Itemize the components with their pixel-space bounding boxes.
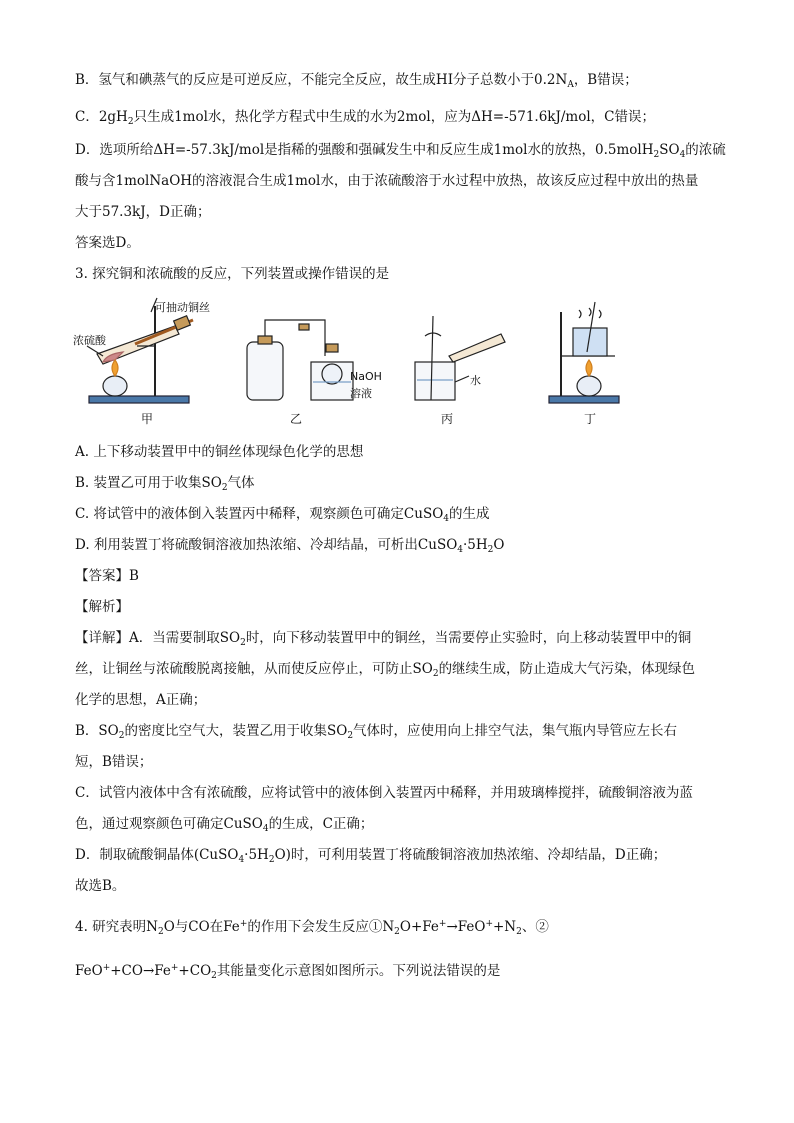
final-choice: 故选B。	[75, 878, 126, 894]
q2-explanation-d-line1	[75, 140, 725, 165]
flame-ding	[586, 360, 592, 376]
label-conc-acid: 浓硫酸	[73, 334, 106, 347]
text: D. 利用装置丁将硫酸铜溶液加热浓缩、冷却结晶，可析出CuSO	[75, 537, 458, 553]
flame-jia	[112, 360, 118, 376]
subscript: 2	[653, 150, 660, 160]
text: 4. 研究表明N	[75, 919, 158, 935]
superscript: +	[102, 963, 111, 973]
pointer-water	[455, 376, 469, 382]
stopper-jia	[174, 316, 191, 331]
caption-yi: 乙	[290, 412, 303, 426]
detail-c-line2	[75, 814, 725, 839]
q4-stem-line1	[75, 914, 725, 942]
text: FeO	[75, 963, 103, 979]
text: 气体时，应使用向上排空气法，集气瓶内导管应左长右	[353, 723, 678, 739]
detail-a-line1	[75, 628, 725, 653]
text: B. 装置乙可用于收集SO	[75, 475, 222, 491]
subscript: 4	[238, 855, 245, 865]
subscript: 2	[127, 117, 134, 127]
q2-explanation-b	[75, 70, 725, 95]
text: 的继续生成，防止造成大气污染，体现绿色	[438, 661, 696, 677]
superscript: +	[170, 963, 179, 973]
subscript: 2	[268, 855, 275, 865]
subscript: 2	[394, 927, 400, 937]
q3-apparatus-figure	[75, 296, 635, 436]
text: 色，通过观察颜色可确定CuSO	[75, 816, 263, 832]
q2-explanation-d-line3: 大于57.3kJ，D正确；	[75, 204, 211, 220]
text: D．选项所给ΔH=-57.3kJ/mol是指稀的强酸和强碱发生中和反应生成1mol水的放热，0.5molH	[75, 142, 654, 158]
stand-base-ding	[549, 396, 619, 403]
subscript: 4	[443, 514, 450, 524]
detail-c-line1: C．试管内液体中含有浓硫酸，应将试管中的液体倒入装置丙中稀释，并用玻璃棒搅拌，硫酸铜溶液为蓝	[75, 785, 693, 801]
text: +CO	[178, 963, 212, 979]
label-water: 水	[470, 374, 481, 387]
detail-b-line1	[75, 721, 725, 746]
text: 【详解】A．当需要制取SO	[75, 630, 241, 646]
text: ，B错误；	[573, 72, 638, 88]
alcohol-lamp-ding	[577, 376, 601, 396]
text: ·5H	[463, 537, 488, 553]
subscript: 2	[432, 669, 439, 679]
text: 只生成1mol水，热化学方程式中生成的水为2mol，应为ΔH=-571.6kJ/mol，C错误；	[133, 109, 656, 125]
subscript: 4	[679, 150, 686, 160]
q3-option-c	[75, 504, 725, 529]
stopper-yi-1	[258, 336, 272, 344]
stopper-yi-2	[326, 344, 338, 352]
subscript: 2	[211, 971, 217, 981]
text: 丝，让铜丝与浓硫酸脱离接触，从而使反应停止，可防止SO	[75, 661, 433, 677]
text: →FeO	[446, 919, 486, 935]
text: 的浓硫	[685, 142, 726, 158]
text: 的密度比空气大，装置乙用于收集SO	[124, 723, 348, 739]
q3-analysis-tag: 【解析】	[75, 599, 129, 615]
steam-lines	[579, 308, 601, 318]
detail-d-line1	[75, 845, 725, 870]
label-copper-wire: 可抽动铜丝	[155, 301, 210, 314]
text: +N	[493, 919, 517, 935]
detail-a-line2	[75, 659, 725, 684]
text: O与CO在Fe	[163, 919, 240, 935]
text: 时，向下移动装置甲中的铜丝，当需要停止实验时，向上移动装置甲中的铜	[245, 630, 692, 646]
text: SO	[659, 142, 680, 158]
text: O	[493, 537, 505, 553]
q2-explanation-c	[75, 107, 725, 132]
superscript: +	[438, 919, 447, 929]
text: C. 将试管中的液体倒入装置丙中稀释，观察颜色可确定CuSO	[75, 506, 444, 522]
q3-answer-tag: 【答案】B	[75, 568, 139, 584]
q3-option-d	[75, 535, 725, 560]
subscript: 4	[457, 545, 463, 555]
subscript: 2	[157, 927, 164, 937]
subscript: 2	[118, 731, 125, 741]
subscript: 2	[221, 483, 228, 493]
label-solution: 溶液	[350, 387, 372, 400]
text: O+Fe	[399, 919, 439, 935]
text: C．2gH	[75, 109, 128, 125]
superscript: +	[239, 919, 248, 929]
q2-answer: 答案选D。	[75, 235, 140, 251]
funnel-bulb	[322, 364, 342, 384]
subscript: 2	[240, 638, 246, 648]
text: 气体	[227, 475, 255, 491]
label-naoh: NaOH	[350, 370, 382, 383]
text: 的作用下会发生反应①N	[247, 919, 395, 935]
text: 、②	[521, 919, 549, 935]
detail-a-line3: 化学的思想，A正确；	[75, 692, 207, 708]
text: B．氢气和碘蒸气的反应是可逆反应，不能完全反应，故生成HI分子总数小于0.2N	[75, 72, 568, 88]
apparatus-illustration	[75, 296, 635, 436]
alcohol-lamp-jia	[103, 376, 127, 396]
subscript: 4	[262, 824, 269, 834]
superscript: +	[485, 919, 493, 929]
gas-bottle-1	[247, 342, 283, 400]
subscript: A	[567, 80, 574, 90]
caption-bing: 丙	[441, 412, 454, 426]
beaker-bing	[415, 362, 455, 400]
text: 的生成，C正确；	[268, 816, 374, 832]
q3-option-a: A. 上下移动装置甲中的铜丝体现绿色化学的思想	[75, 444, 364, 460]
text: B．SO	[75, 723, 119, 739]
q2-explanation-d-line2: 酸与含1molNaOH的溶液混合生成1mol水，由于浓硫酸溶于水过程中放热，故该反应过程中放出的热量	[75, 173, 699, 189]
subscript: 2	[347, 731, 354, 741]
text: +CO→Fe	[110, 963, 171, 979]
stand-base-jia	[89, 396, 189, 403]
text: ·5H	[244, 847, 269, 863]
text: O)时，可利用装置丁将硫酸铜溶液加热浓缩、冷却结晶，D正确；	[274, 847, 667, 863]
q4-stem-line2	[75, 958, 725, 986]
text: 的生成	[449, 506, 490, 522]
caption-ding: 丁	[584, 412, 597, 426]
text: 其能量变化示意图如图所示。下列说法错误的是	[216, 963, 501, 979]
rubber-joint	[299, 324, 309, 330]
detail-b-line2: 短，B错误；	[75, 754, 153, 770]
subscript: 2	[516, 927, 522, 937]
q3-stem: 3. 探究铜和浓硫酸的反应，下列装置或操作错误的是	[75, 266, 390, 282]
subscript: 2	[487, 545, 494, 555]
test-tube-bing	[449, 334, 505, 362]
caption-jia: 甲	[141, 412, 154, 426]
text: D．制取硫酸铜晶体(CuSO	[75, 847, 239, 863]
q3-option-b	[75, 473, 725, 498]
